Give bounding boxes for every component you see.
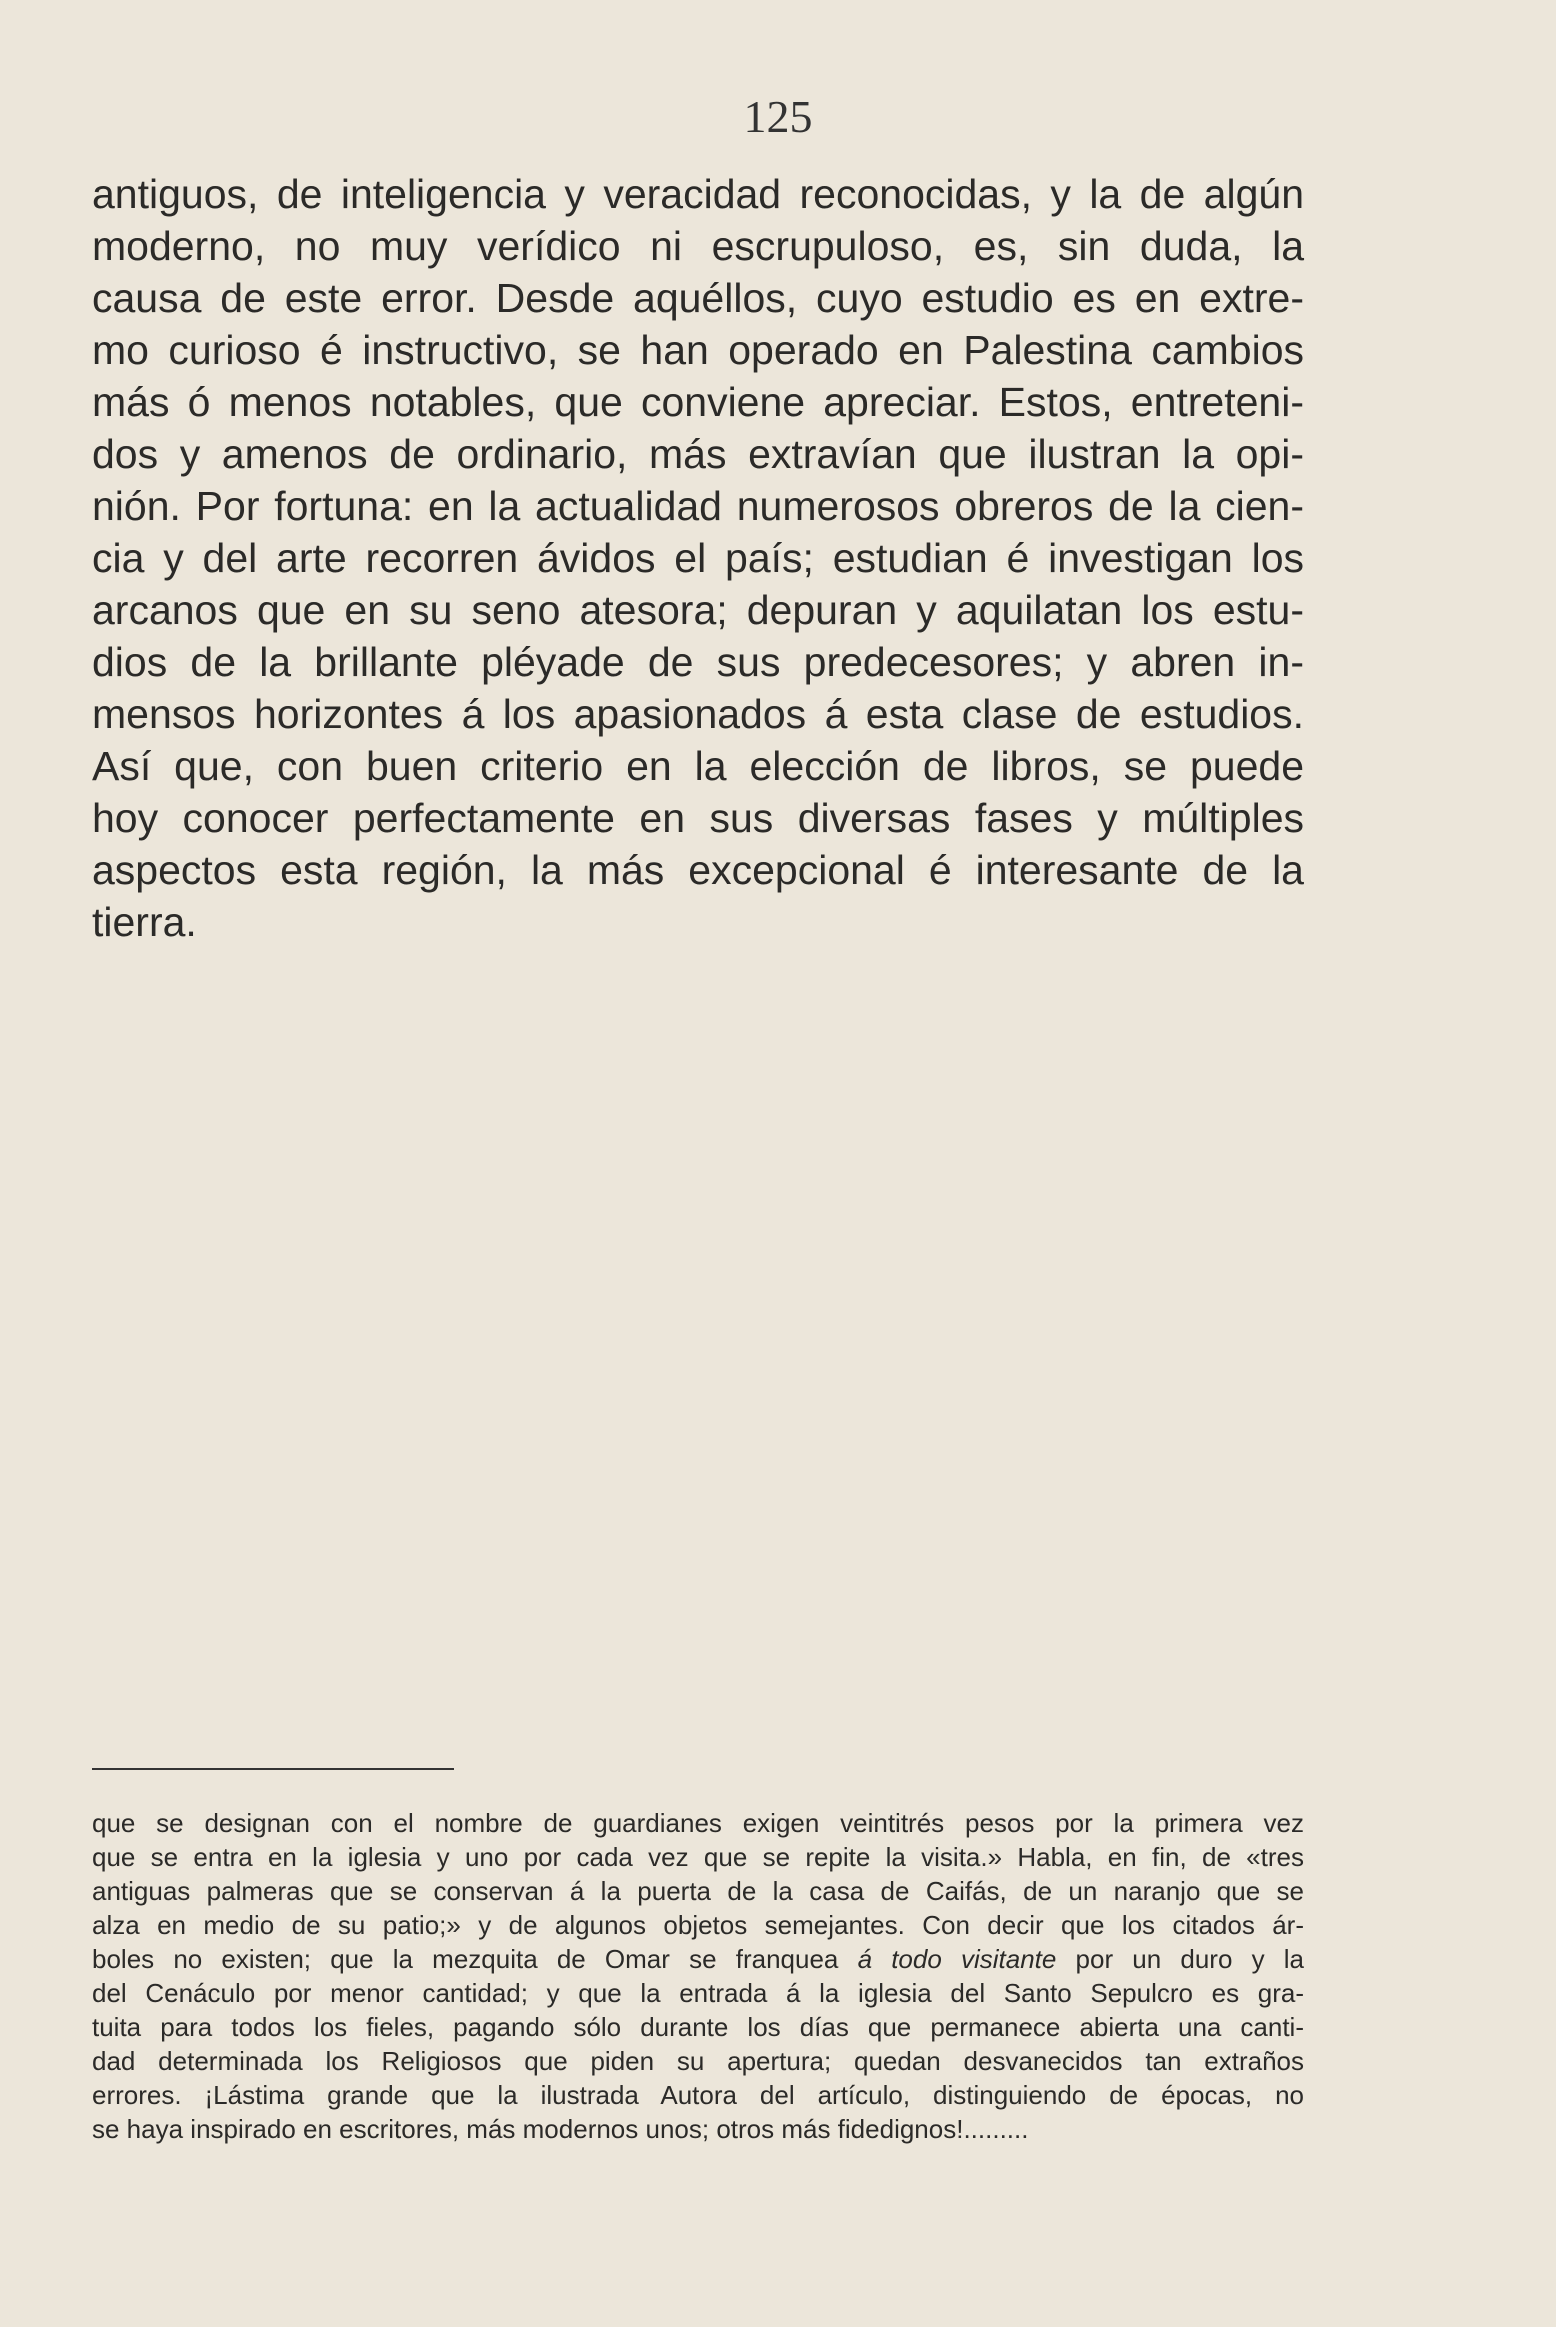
text-line: causa de este error. Desde aquéllos, cuyo estudio es en extre- [92,275,1304,321]
footnote-text: por un duro y la [1075,1944,1305,1974]
text-line: Así que, con buen criterio en la elección de libros, se puede [92,743,1304,789]
footnote-line: tuita para todos los fieles, pagando sólo durante los días que permanece abierta una canti- [92,2012,1304,2042]
footnote [92,1806,1304,2146]
text-line: arcanos que en su seno atesora; depuran y aquilatan los estu- [92,587,1304,633]
footnote-line: que se entra en la iglesia y uno por cada vez que se repite la visita.» Habla, en fin, de «tres [92,1842,1304,1872]
footnote-line: alza en medio de su patio;» y de algunos objetos semejantes. Con decir que los citados ár- [92,1910,1304,1940]
text-line: aspectos esta región, la más excepcional é interesante de la [92,847,1304,893]
page-number: 125 [743,91,813,142]
footnote-italic-text: á todo visitante [857,1944,1057,1974]
text-line: tierra. [92,899,197,945]
text-line: dios de la brillante pléyade de sus predecesores; y abren in- [92,639,1304,685]
text-line: dos y amenos de ordinario, más extravían que ilustran la opi- [92,431,1304,477]
footnote-line: antiguas palmeras que se conservan á la puerta de la casa de Caifás, de un naranjo que se [92,1876,1304,1906]
footnote-line: se haya inspirado en escritores, más modernos unos; otros más fidedignos!......... [92,2114,1029,2144]
text-line: mo curioso é instructivo, se han operado en Palestina cambios [92,327,1304,373]
footnote-line: que se designan con el nombre de guardianes exigen veintitrés pesos por la primera vez [92,1808,1304,1838]
footnote-line-mixed [92,1942,1304,1976]
text-line: hoy conocer perfectamente en sus diversas fases y múltiples [92,795,1304,841]
text-line: nión. Por fortuna: en la actualidad numerosos obreros de la cien- [92,483,1304,529]
text-line: más ó menos notables, que conviene apreciar. Estos, entreteni- [92,379,1304,425]
footnote-line: dad determinada los Religiosos que piden su apertura; quedan desvanecidos tan extraños [92,2046,1304,2076]
footnote-divider [92,1768,454,1770]
text-line: antiguos, de inteligencia y veracidad reconocidas, y la de algún [92,171,1304,217]
footnote-text: boles no existen; que la mezquita de Omar se franquea [92,1944,839,1974]
footnote-line: errores. ¡Lástima grande que la ilustrada Autora del artículo, distinguiendo de épocas, no [92,2080,1304,2110]
footnote-line: del Cenáculo por menor cantidad; y que la entrada á la iglesia del Santo Sepulcro es gra- [92,1978,1304,2008]
text-line: moderno, no muy verídico ni escrupuloso, es, sin duda, la [92,223,1304,269]
text-line: cia y del arte recorren ávidos el país; estudian é investigan los [92,535,1304,581]
main-text-paragraph [92,168,1304,948]
text-line: mensos horizontes á los apasionados á esta clase de estudios. [92,691,1304,737]
